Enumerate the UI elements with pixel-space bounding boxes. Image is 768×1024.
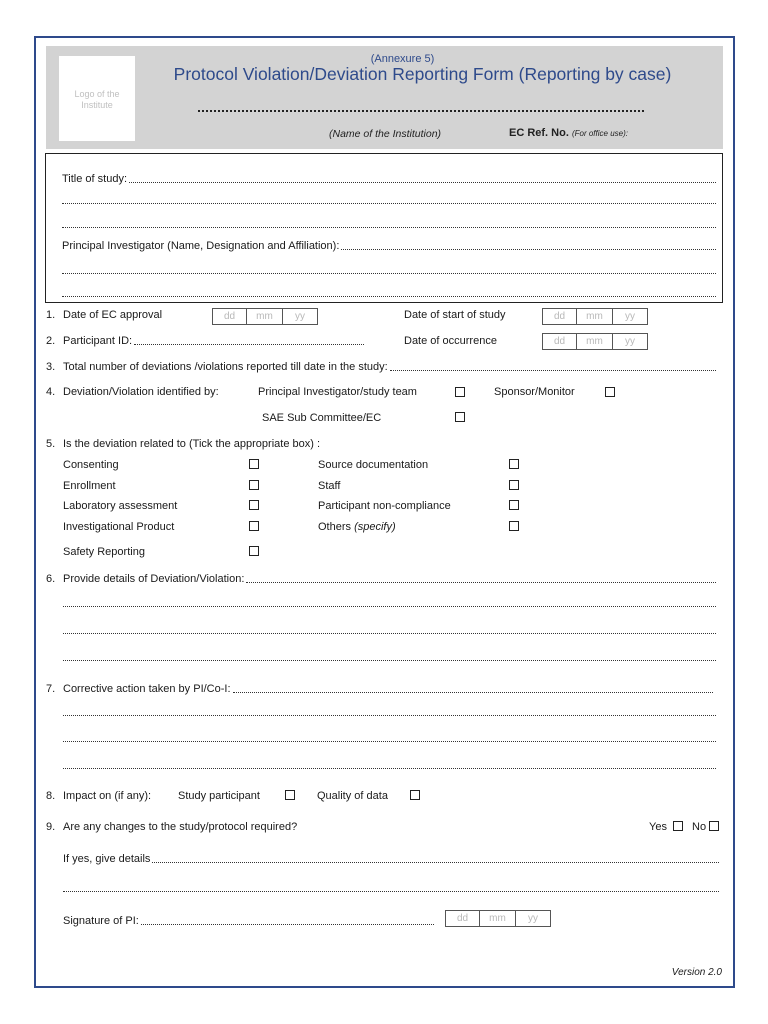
pi-field[interactable] [341,249,716,250]
corrective-action-line-4[interactable] [63,768,716,769]
changes-details-field[interactable] [152,862,719,863]
q9-details-label: If yes, give details [63,853,151,865]
q7-number: 7. [46,683,56,695]
total-deviations-row [63,361,716,373]
study-title-field[interactable] [129,182,716,183]
version-label: Version 2.0 [671,967,722,978]
q9-number: 9. [46,821,56,833]
corrective-action-line-2[interactable] [63,715,716,716]
signature-date-field[interactable] [445,910,551,927]
ec-ref-label [509,127,628,139]
non-compliance-checkbox[interactable] [509,500,519,510]
date-yy: yy [625,311,635,322]
enrollment-checkbox[interactable] [249,480,259,490]
date-dd: dd [543,309,577,324]
option-source-documentation: Source documentation [318,459,429,471]
date-mm: mm [480,911,516,926]
study-title-row [62,173,716,185]
date-mm: mm [247,309,283,324]
q6-label: Provide details of Deviation/Violation: [63,573,245,585]
q8-option-quality: Quality of data [317,790,388,802]
others-note: (specify) [354,521,396,533]
date-dd: dd [543,334,577,349]
option-enrollment: Enrollment [63,480,116,492]
option-consenting: Consenting [63,459,119,471]
ec-ref-text: EC Ref. No. [509,127,569,139]
corrective-action-field[interactable] [233,692,713,693]
sae-checkbox[interactable] [455,412,465,422]
q1-label: Date of EC approval [63,309,163,321]
corrective-action-line-3[interactable] [63,741,716,742]
corrective-action-row [63,683,713,695]
option-staff: Staff [318,480,341,492]
yes-checkbox[interactable] [673,821,683,831]
q4-option-pi: Principal Investigator/study team [258,386,417,398]
study-title-label: Title of study: [62,173,128,185]
date-mm: mm [577,309,613,324]
q1-number: 1. [46,309,56,321]
pi-line-2[interactable] [62,273,716,274]
changes-details-line-2[interactable] [63,891,719,892]
q2-label: Participant ID: [63,335,133,347]
date-dd: dd [446,911,480,926]
safety-checkbox[interactable] [249,546,259,556]
study-title-line-2[interactable] [62,203,716,204]
q4-option-sae: SAE Sub Committee/EC [262,412,382,424]
changes-details-row [63,853,719,865]
deviation-details-line-2[interactable] [63,606,716,607]
pi-row [62,240,716,252]
ec-ref-note: (For office use): [571,129,628,138]
q1b-label: Date of start of study [404,309,506,321]
ec-approval-date-field[interactable] [212,308,318,325]
deviation-details-line-4[interactable] [63,660,716,661]
q4-option-sponsor: Sponsor/Monitor [494,386,575,398]
deviation-details-field[interactable] [246,582,716,583]
staff-checkbox[interactable] [509,480,519,490]
q5-number: 5. [46,438,56,450]
participant-impact-checkbox[interactable] [285,790,295,800]
q8-option-participant: Study participant [178,790,260,802]
investigational-checkbox[interactable] [249,521,259,531]
q7-label: Corrective action taken by PI/Co-I: [63,683,231,695]
date-yy: yy [295,311,305,322]
participant-id-row [63,335,364,347]
q9-no-label: No [692,821,707,833]
q9-label: Are any changes to the study/protocol required? [63,821,298,833]
others-checkbox[interactable] [509,521,519,531]
deviation-details-line-3[interactable] [63,633,716,634]
pi-checkbox[interactable] [455,387,465,397]
q2-number: 2. [46,335,56,347]
signature-field[interactable] [141,924,434,925]
logo-placeholder: Logo of the Institute [59,56,135,141]
q5-label: Is the deviation related to (Tick the appropriate box) : [63,438,321,450]
date-yy: yy [625,336,635,347]
q4-number: 4. [46,386,56,398]
q4-label: Deviation/Violation identified by: [63,386,219,398]
study-title-line-3[interactable] [62,227,716,228]
laboratory-checkbox[interactable] [249,500,259,510]
q3-label: Total number of deviations /violations reported till date in the study: [63,361,388,373]
option-safety: Safety Reporting [63,546,145,558]
form-title: Protocol Violation/Deviation Reporting Form (Reporting by case) [173,64,672,84]
pi-label: Principal Investigator (Name, Designation and Affiliation): [62,240,340,252]
q2b-label: Date of occurrence [404,335,497,347]
option-investigational: Investigational Product [63,521,175,533]
source-documentation-checkbox[interactable] [509,459,519,469]
option-others [318,521,396,533]
consenting-checkbox[interactable] [249,459,259,469]
study-start-date-field[interactable] [542,308,648,325]
quality-impact-checkbox[interactable] [410,790,420,800]
pi-line-3[interactable] [62,296,716,297]
q6-number: 6. [46,573,56,585]
option-laboratory: Laboratory assessment [63,500,178,512]
deviation-details-row [63,573,716,585]
total-deviations-field[interactable] [390,370,716,371]
others-label: Others [318,521,352,533]
date-mm: mm [577,334,613,349]
sponsor-checkbox[interactable] [605,387,615,397]
q8-number: 8. [46,790,56,802]
date-dd: dd [213,309,247,324]
q3-number: 3. [46,361,56,373]
date-yy: yy [528,913,538,924]
q9-yes-label: Yes [649,821,667,833]
institution-caption: (Name of the Institution) [329,128,442,140]
participant-id-field[interactable] [134,344,364,345]
q8-label: Impact on (if any): [63,790,152,802]
option-non-compliance: Participant non-compliance [318,500,451,512]
signature-label: Signature of PI: [63,915,139,927]
annexure-label: (Annexure 5) [370,53,435,65]
signature-row [63,915,434,927]
institution-name-field[interactable] [198,110,644,112]
occurrence-date-field[interactable] [542,333,648,350]
no-checkbox[interactable] [709,821,719,831]
